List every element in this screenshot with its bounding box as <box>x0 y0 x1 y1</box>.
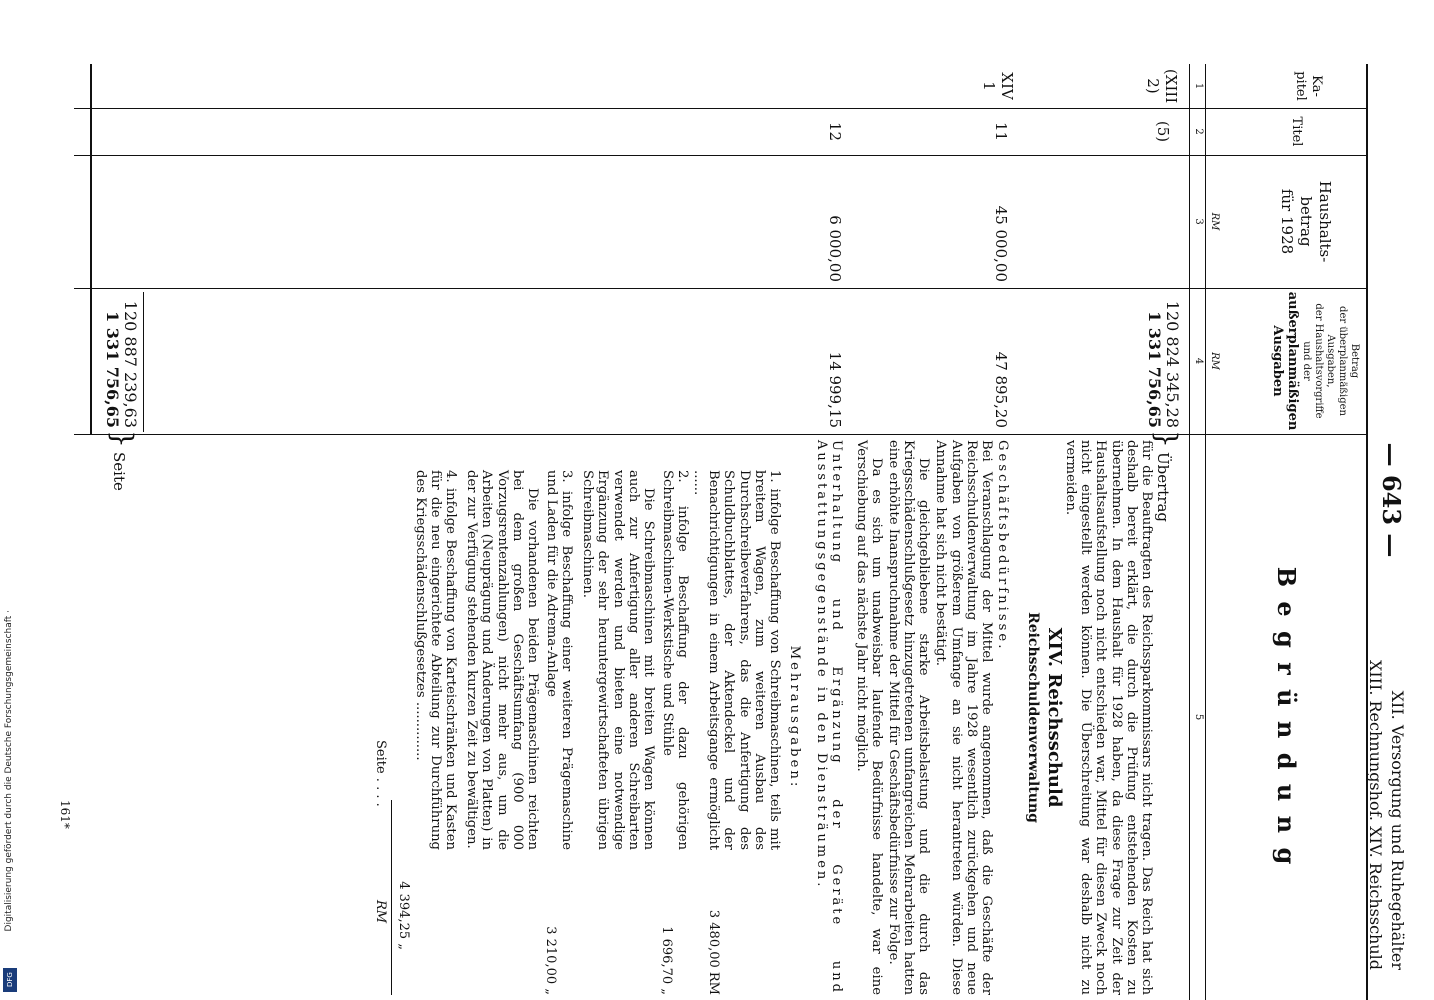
col-header-haushaltsbetrag-unit: RM <box>1209 212 1220 231</box>
col-number-2: 2 <box>1193 128 1204 135</box>
page-footer: 161* <box>58 800 72 829</box>
col-header-betrag-1: Betrag <box>1349 343 1360 379</box>
row1-kapitel: (XIII 2) <box>1144 68 1180 104</box>
row2-text2: Die gleichgebliebene starke Arbeitsbelastung und die durch das Kriegsschädenschlußgesetz hinzugetretenen umfangreichen Mehrarbeiten hatten eine erhöhte Inanspruchnahme der Mittel für Geschäftsbedürfnisse zur Folge. <box>885 440 931 995</box>
col-number-1: 1 <box>1193 82 1204 90</box>
row1-amount-a: 120 824 345,28 <box>1163 300 1182 428</box>
row2-kapitel: XIV 1 <box>980 72 1016 100</box>
col-header-begruendung: B e g r ü n d u n g <box>1272 566 1301 868</box>
table-top-rule <box>1366 64 1368 1000</box>
brace-2: } <box>106 430 139 448</box>
mehrausgaben-heading: Mehrausgaben: <box>787 645 802 790</box>
dfg-logo: DFG <box>3 968 17 992</box>
colnum-rule <box>1189 64 1190 1000</box>
seite-unit: RM <box>373 900 388 924</box>
col-header-betrag-2: der überplanmäßigen Ausgaben, <box>1325 306 1348 416</box>
row3-titel: 12 <box>826 121 844 142</box>
col-divider-1 <box>74 108 1368 109</box>
row2-budget: 45 000,00 <box>992 205 1010 282</box>
row2-label <box>995 440 1010 995</box>
row1-amount-b: 1 331 756,65 <box>1145 311 1164 428</box>
row2-amount: 47 895,20 <box>992 351 1010 428</box>
col-header-betrag <box>1270 288 1360 434</box>
col-header-betrag-unit: RM <box>1209 352 1220 370</box>
seite-text: Seite . . . . <box>373 740 388 807</box>
item-3: 3. infolge Beschaffung einer weiteren Prägemaschine und Laden für die Adrema-Anlage <box>543 470 574 850</box>
row3-label: Unterhaltung und Ergänzung der Geräte und Ausstattungsgegenstände in den Diensträumen. <box>813 440 844 995</box>
funding-note: Digitalisierung gefördert durch die Deutsche Forschungsgemeinschaft · <box>4 610 14 932</box>
brace-1: } <box>1150 430 1183 448</box>
col-header-kapitel: Ka- pitel <box>1293 71 1324 101</box>
running-header <box>1364 650 1408 970</box>
item-3-amount: 3 210,00 „ <box>543 926 558 995</box>
item-2: 2. infolge Beschaffung der dazu gehörigen Schreibmaschinen-Werkstische und Stühle <box>659 470 690 850</box>
row3-budget: 6 000,00 <box>826 215 844 282</box>
item-3-note: Die vorhandenen beiden Prägemaschinen reichten bei dem großen Geschäftsumfang (900 000 Vorzugsrentenzahlungen) nicht mehr aus, um die Arbeiten (Neuprägung und Änderungen von Platten) in der zur Verfügung stehenden kurzen Zeit zu bewältigen. <box>464 470 540 850</box>
row2-titel: 11 <box>992 121 1010 142</box>
section-title: XIV. Reichsschuld <box>1044 627 1065 808</box>
item-2-note: Die Schreibmaschinen mit breiten Wagen können auch zur Anfertigung aller anderen Schreibarten verwendet werden und bieten eine notwendige Ergänzung der sehr heruntergewirtschafteten übrigen Schreibmaschinen. <box>580 470 656 850</box>
total-rule <box>143 292 144 432</box>
col-divider-2 <box>74 155 1368 156</box>
col-divider-3 <box>74 288 1368 289</box>
item-4: 4. infolge Beschaffung von Karteischränken und Kasten für die neu eingerichtete Abteilung zur Durchführung des Kriegsschädenschlußgesetzes .............. <box>412 470 458 850</box>
row1-text: für die Beauftragten des Reichssparkommissars nicht tragen. Das Reich hat sich deshalb bereit erklärt, die durch die Prüfung entstehenden Kosten zu übernehmen. In dem Haushalt für 1928 haben, da diese Frage zur Zeit der Haushaltsaufstellung noch nicht entschieden war, Mittel für diesen Zweck noch nicht eingestellt werden können. Die Überschreitung war deshalb nicht zu vermeiden. <box>1062 440 1154 995</box>
sum-rule <box>391 800 392 995</box>
row1-uebertrag: Übertrag <box>1154 452 1172 523</box>
col-number-5: 5 <box>1193 713 1204 721</box>
total-b: 1 331 756,65 <box>103 311 122 428</box>
section-subtitle: Reichsschuldenverwaltung <box>1025 612 1041 823</box>
col-header-titel: Titel <box>1289 116 1304 147</box>
running-header-line-1: XII. Versorgung und Ruhegehälter <box>1388 690 1407 970</box>
item-1: 1. infolge Beschaffung von Schreibmaschinen, teils mit breitem Wagen, zum weiteren Ausbau des Durchschreibeverfahrens, das die Anfertigung des Schuldbuchblattes, der Aktendeckel und der Benachrichtigungen in einem Arbeitsgange ermöglicht ...... <box>690 470 782 850</box>
col-header-haushaltsbetrag: Haushalts- betrag für 1928 <box>1278 180 1334 263</box>
running-header-line-2: XIII. Rechnungshof. XIV. Reichsschuld <box>1366 659 1385 970</box>
row3-amount: 14 999,15 <box>826 351 844 428</box>
page-number: — 643 — <box>1377 442 1406 558</box>
row2-label-text: Geschäftsbedürfnisse. <box>995 440 1010 652</box>
col-header-betrag-3: der Haushaltsvorgriffe und der <box>1301 303 1324 419</box>
row2-text3: Da es sich um unabweisbar laufende Bedürfnisse handelte, war eine Verschiebung auf das nächste Jahr nicht möglich. <box>853 440 884 995</box>
item-2-amount: 1 696,70 „ <box>659 926 674 995</box>
col-number-4: 4 <box>1193 357 1204 365</box>
table-bottom-rule <box>90 64 92 434</box>
col-number-3: 3 <box>1193 218 1204 225</box>
total-label: Seite <box>110 452 128 491</box>
total-a: 120 887 239,63 <box>121 300 140 428</box>
item-1-amount: 3 480,00 RM <box>706 909 721 995</box>
item-4-amount: 4 394,25 „ <box>396 881 411 950</box>
row1-titel: (5) <box>1154 120 1172 143</box>
col-header-betrag-4: außerplanmäßigen Ausgaben <box>1270 291 1300 431</box>
row2-text: Bei Veranschlagung der Mittel wurde angenommen, daß die Geschäfte der Reichsschuldenverwaltung im Jahre 1928 wesentlich zurückgehen und neue Aufgaben von größerem Umfange an sie nicht herantreten würden. Diese Annahme hat sich nicht bestätigt. <box>933 440 994 995</box>
